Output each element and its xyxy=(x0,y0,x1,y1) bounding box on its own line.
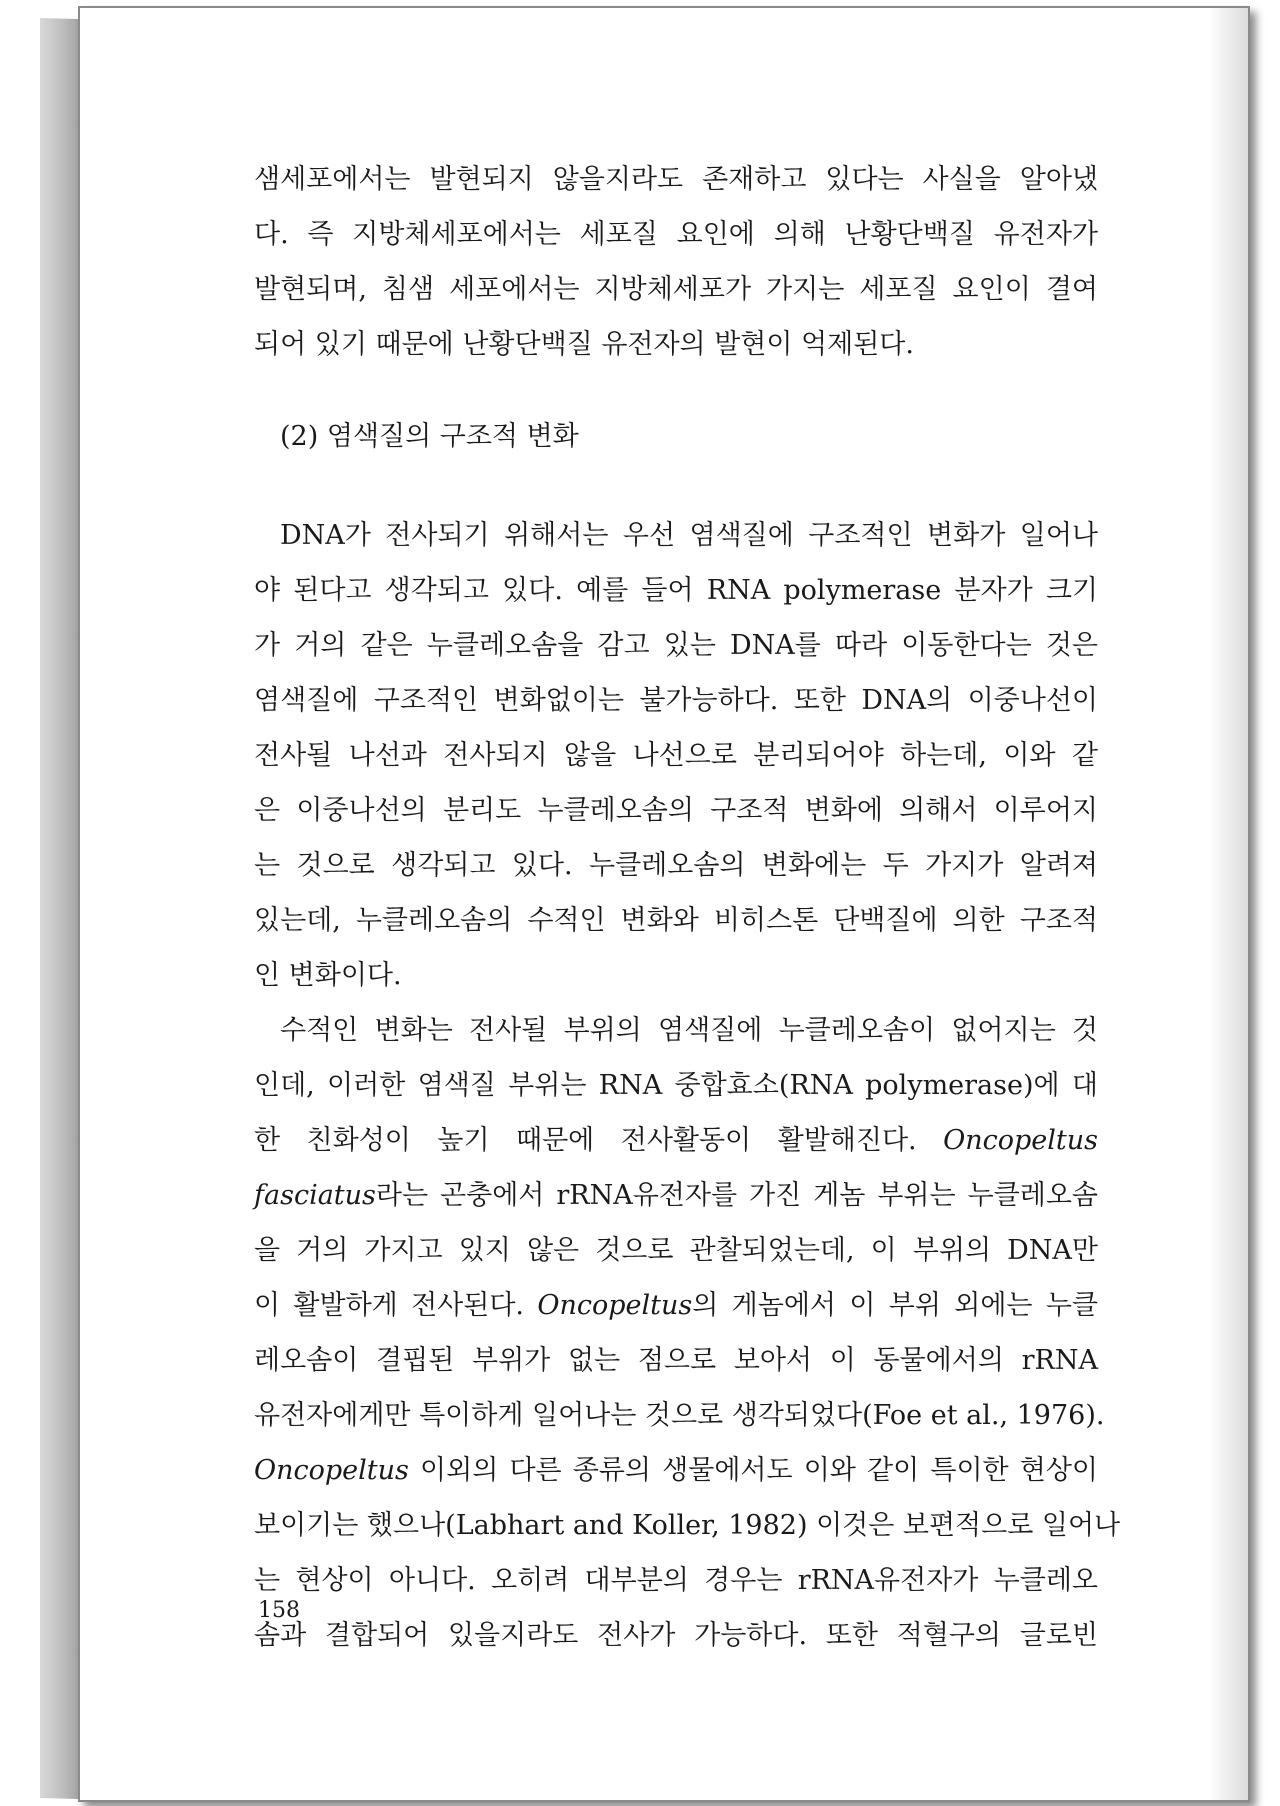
text-line: 있는데, 누클레오솜의 수적인 변화와 비히스톤 단백질에 의한 구조적 xyxy=(254,905,1098,936)
text-line: 야 된다고 생각되고 있다. 예를 들어 RNA polymerase 분자가 크기 xyxy=(254,575,1098,606)
text-line: 발현되며, 침샘 세포에서는 지방체세포가 가지는 세포질 요인이 결여 xyxy=(254,274,1098,305)
text-line: 되어 있기 때문에 난황단백질 유전자의 발현이 억제된다. xyxy=(254,329,914,360)
page-number: 158 xyxy=(258,1598,300,1623)
text-line: 다. 즉 지방체세포에서는 세포질 요인에 의해 난황단백질 유전자가 xyxy=(254,219,1098,250)
section-heading: (2) 염색질의 구조적 변화 xyxy=(280,421,579,452)
page-body-text xyxy=(254,152,1121,1663)
text-line: 수적인 변화는 전사될 부위의 염색질에 누클레오솜이 없어지는 것 xyxy=(280,1015,1098,1046)
text-line: 전사될 나선과 전사되지 않을 나선으로 분리되어야 하는데, 이와 같 xyxy=(254,740,1098,771)
text-line: 샘세포에서는 발현되지 않을지라도 존재하고 있다는 사실을 알아냈 xyxy=(254,164,1098,195)
text-line: 가 거의 같은 누클레오솜을 감고 있는 DNA를 따라 이동한다는 것은 xyxy=(254,630,1098,661)
text-line: 은 이중나선의 분리도 누클레오솜의 구조적 변화에 의해서 이루어지 xyxy=(254,795,1098,826)
text-line: 인 변화이다. xyxy=(254,960,402,991)
text-line: 는 현상이 아니다. 오히려 대부분의 경우는 rRNA유전자가 누클레오 xyxy=(254,1565,1098,1596)
text-line: 유전자에게만 특이하게 일어나는 것으로 생각되었다(Foe et al., 1976). xyxy=(254,1400,1105,1431)
species-name-italic: fasciatus xyxy=(254,1180,376,1211)
text-line xyxy=(254,1168,1098,1223)
species-name-italic: Oncopeltus xyxy=(537,1290,693,1321)
book-spine xyxy=(40,18,82,1799)
text-line: 인데, 이러한 염색질 부위는 RNA 중합효소(RNA polymerase)에 대 xyxy=(254,1070,1098,1101)
text-line: DNA가 전사되기 위해서는 우선 염색질에 구조적인 변화가 일어나 xyxy=(280,520,1098,551)
text-line xyxy=(254,1113,1098,1168)
text-line xyxy=(254,1443,1098,1498)
text-line xyxy=(254,1278,1098,1333)
text-line: 솜과 결합되어 있을지라도 전사가 가능하다. 또한 적혈구의 글로빈 xyxy=(254,1620,1098,1651)
page-curl-shadow xyxy=(1208,8,1248,1800)
text-run: 라는 곤충에서 rRNA유전자를 가진 게놈 부위는 누클레오솜 xyxy=(375,1180,1098,1211)
text-line: 보이기는 했으나(Labhart and Koller, 1982) 이것은 보편적으로 일어나 xyxy=(254,1510,1121,1541)
text-line: 는 것으로 생각되고 있다. 누클레오솜의 변화에는 두 가지가 알려져 xyxy=(254,850,1098,881)
species-name-italic: Oncopeltus xyxy=(254,1455,409,1486)
text-line: 을 거의 가지고 있지 않은 것으로 관찰되었는데, 이 부위의 DNA만 xyxy=(254,1235,1098,1266)
text-run: 이외의 다른 종류의 생물에서도 이와 같이 특이한 현상이 xyxy=(408,1455,1098,1486)
text-run: 한 친화성이 높기 때문에 전사활동이 활발해진다. xyxy=(254,1125,944,1156)
text-run: 의 게놈에서 이 부위 외에는 누클 xyxy=(692,1290,1098,1321)
text-run: 이 활발하게 전사된다. xyxy=(254,1290,538,1321)
text-line: 레오솜이 결핍된 부위가 없는 점으로 보아서 이 동물에서의 rRNA xyxy=(254,1345,1098,1376)
text-line: 염색질에 구조적인 변화없이는 불가능하다. 또한 DNA의 이중나선이 xyxy=(254,685,1098,716)
species-name-italic: Oncopeltus xyxy=(943,1125,1098,1156)
